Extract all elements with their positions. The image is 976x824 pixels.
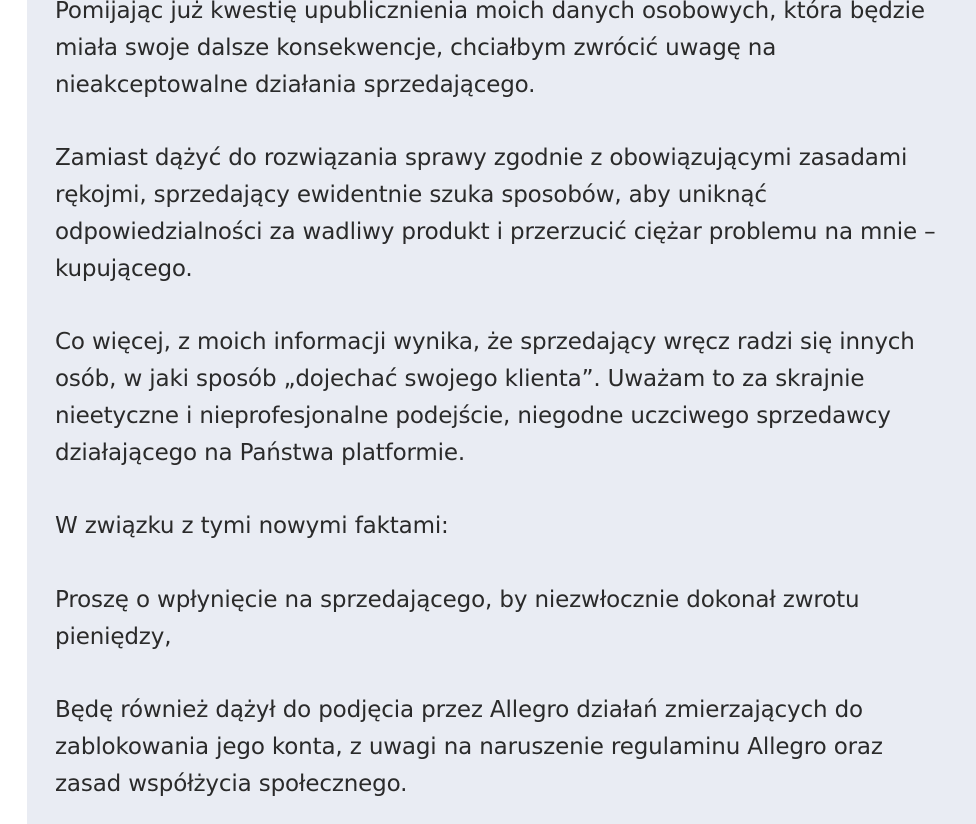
text-line: pieniędzy,	[55, 623, 172, 650]
paragraph-gap	[55, 655, 955, 692]
text-line: kupującego.	[55, 255, 193, 282]
paragraph-gap	[55, 471, 955, 508]
text-line: nieetyczne i nieprofesjonalne podejście, niegodne uczciwego sprzedawcy	[55, 402, 891, 429]
paragraph-refund-request	[55, 582, 955, 656]
text-line: osób, w jaki sposób „dojechać swojego klienta”. Uważam to za skrajnie	[55, 365, 865, 392]
text-line: zasad współżycia społecznego.	[55, 770, 408, 797]
paragraph-personal-data	[55, 0, 955, 103]
text-line: Pomijając już kwestię upublicznienia moich danych osobowych, która będzie	[55, 0, 925, 24]
message-body	[55, 0, 955, 803]
text-line: działającego na Państwa platformie.	[55, 439, 466, 466]
text-line: rękojmi, sprzedający ewidentnie szuka sposobów, aby uniknąć	[55, 181, 767, 208]
paragraph-account-block	[55, 692, 955, 802]
text-line: Co więcej, z moich informacji wynika, że sprzedający wręcz radzi się innych	[55, 329, 915, 356]
text-line: Będę również dążył do podjęcia przez Allegro działań zmierzających do	[55, 697, 863, 724]
text-line: Zamiast dążyć do rozwiązania sprawy zgodnie z obowiązującymi zasadami	[55, 145, 908, 172]
paragraph-gap	[55, 103, 955, 140]
paragraph-warranty	[55, 140, 955, 287]
text-line: odpowiedzialności za wadliwy produkt i przerzucić ciężar problemu na mnie –	[55, 218, 936, 245]
text-line: zablokowania jego konta, z uwagi na naruszenie regulaminu Allegro oraz	[55, 733, 883, 760]
text-line: nieakceptowalne działania sprzedającego.	[55, 71, 536, 98]
text-line: Proszę o wpłynięcie na sprzedającego, by niezwłocznie dokonał zwrotu	[55, 586, 860, 613]
paragraph-gap	[55, 287, 955, 324]
paragraph-ethics	[55, 324, 955, 471]
text-line: W związku z tymi nowymi faktami:	[55, 513, 449, 540]
paragraph-new-facts	[55, 508, 955, 545]
text-line: miała swoje dalsze konsekwencje, chciałbym zwrócić uwagę na	[55, 34, 777, 61]
paragraph-gap	[55, 545, 955, 582]
